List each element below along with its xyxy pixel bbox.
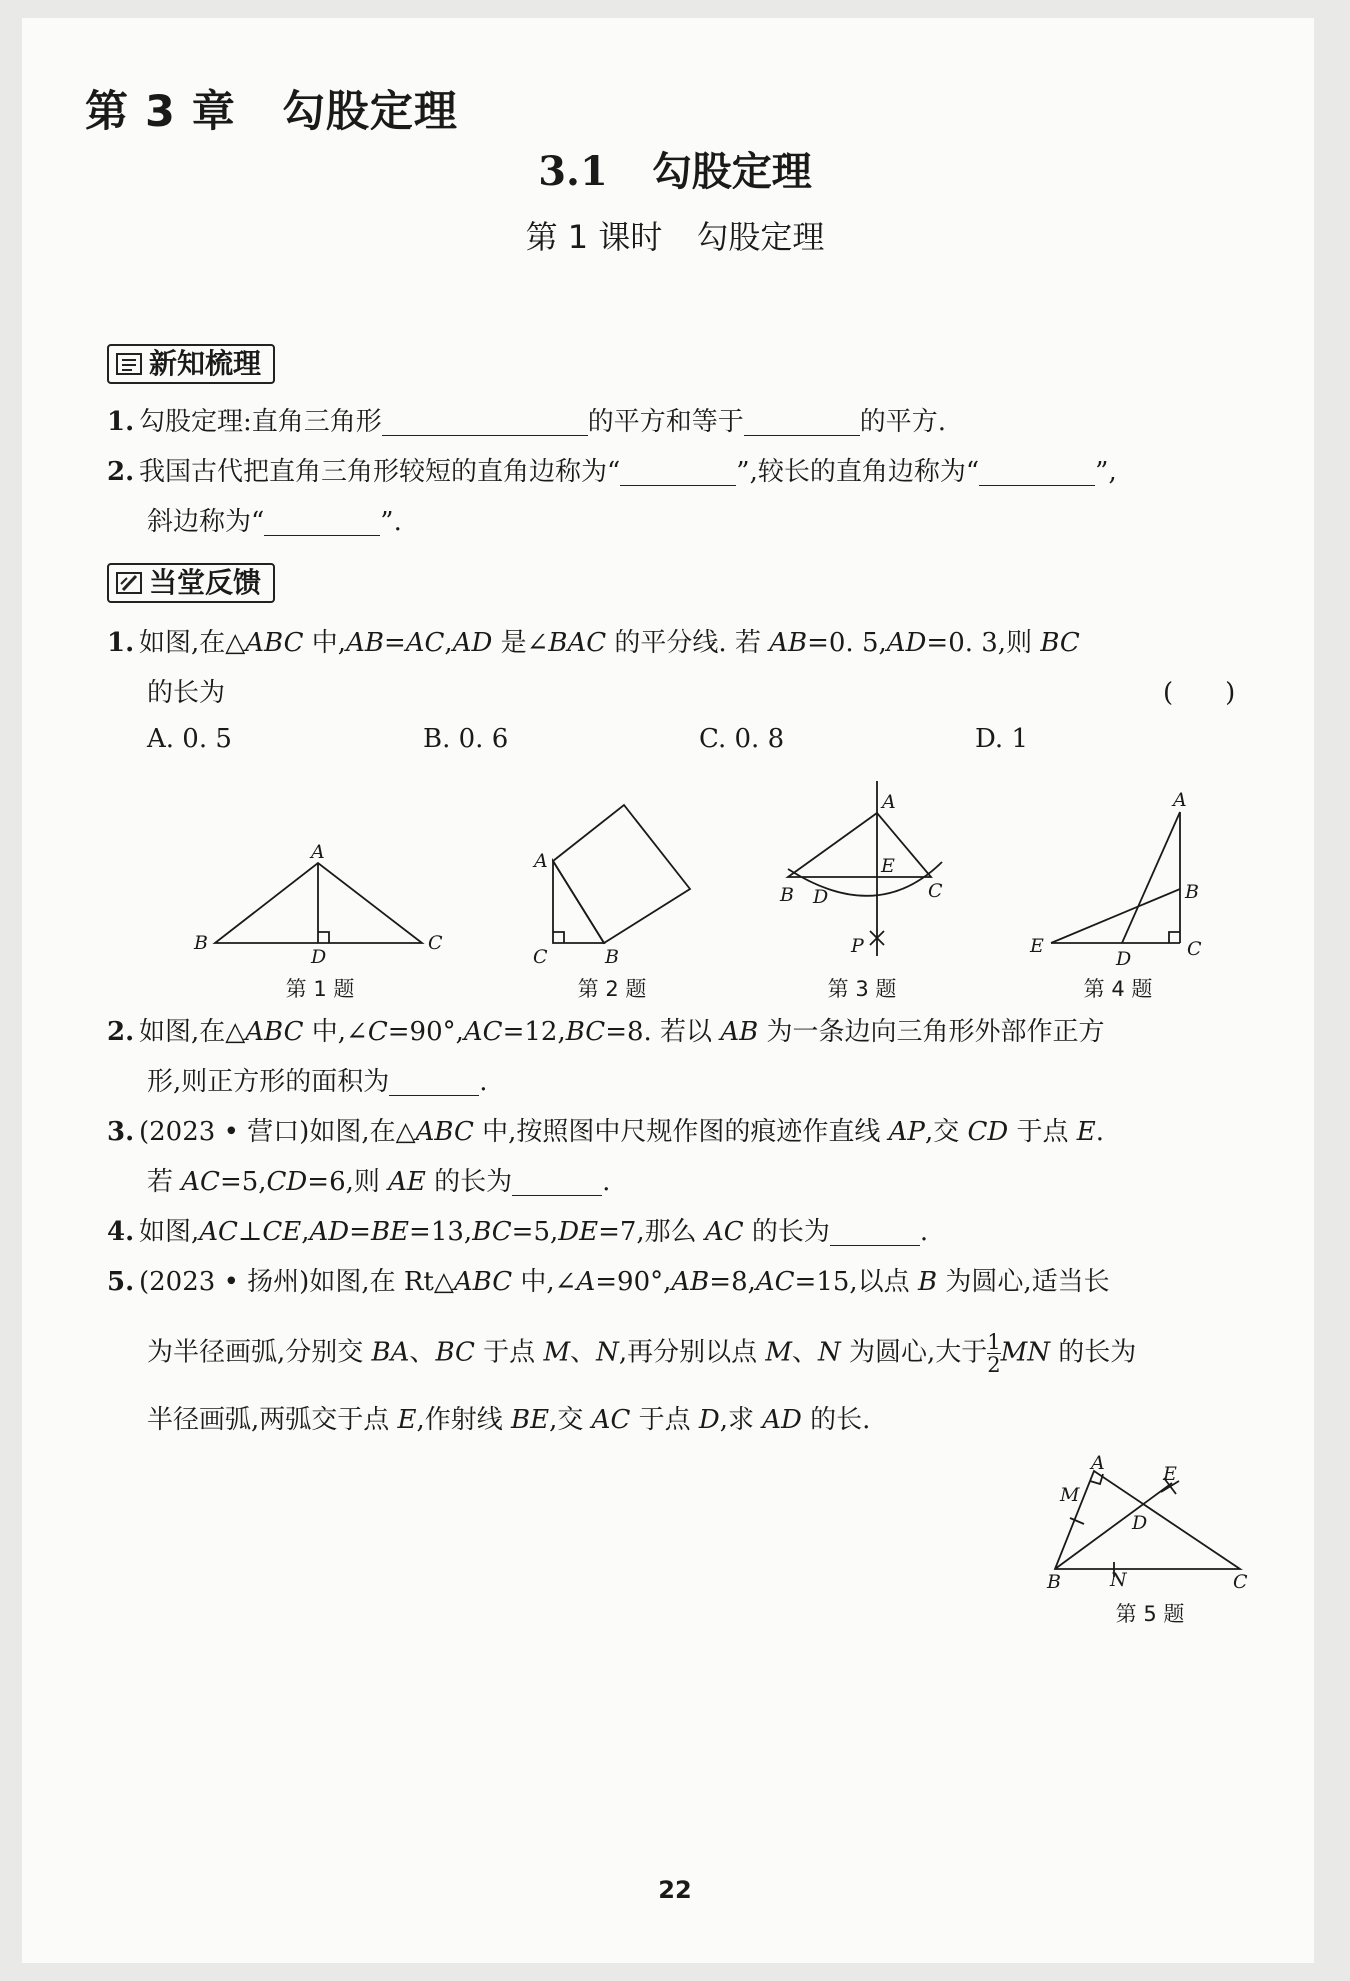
question-text: = [349, 1217, 371, 1247]
figure-4-triangles [1051, 812, 1180, 943]
answer-blank[interactable] [512, 1165, 602, 1196]
question-text: . [602, 1167, 611, 1197]
figure-3-construction [788, 781, 942, 956]
fig5-label-d: D [1132, 1512, 1148, 1534]
option-b[interactable]: B. 0. 6 [423, 724, 509, 754]
fig4-label-a: A [1173, 789, 1187, 811]
caption-figure-4: 第 4 题 [1083, 977, 1153, 1001]
math-symbol: AC [463, 1017, 503, 1047]
fig3-label-d: D [813, 886, 829, 908]
math-symbol: ABC [245, 628, 304, 658]
section-title: 勾股定理 [651, 148, 812, 195]
option-d[interactable]: D. 1 [975, 724, 1028, 754]
question-text: =7,那么 [598, 1217, 705, 1247]
question-text: 如图,在△ [139, 628, 246, 658]
item-text: ”, [1095, 457, 1117, 487]
question-text: 、 [792, 1337, 819, 1368]
question-text: . [1095, 1117, 1104, 1147]
fig2-label-c: C [533, 946, 548, 968]
math-symbol: AC [704, 1217, 744, 1247]
question-3 [107, 1112, 1104, 1152]
question-text: 的长为 [1050, 1337, 1137, 1368]
fig4-label-c: C [1187, 938, 1202, 960]
question-text: 于点 [630, 1405, 699, 1435]
item-number: 1. [107, 407, 135, 437]
question-text: 为一条边向三角形外部作正方 [758, 1017, 1105, 1047]
math-symbol: E [397, 1405, 417, 1435]
fraction-one-half [987, 1331, 1000, 1376]
question-1-cont: 的长为 [147, 678, 226, 708]
math-symbol: AC [199, 1217, 238, 1247]
caption-figure-1: 第 1 题 [285, 977, 355, 1001]
question-text: 、 [409, 1337, 436, 1368]
math-symbol: CD [967, 1117, 1009, 1147]
question-text: 中,∠ [303, 1017, 368, 1047]
item-text: 我国古代把直角三角形较短的直角边称为“ [139, 457, 621, 487]
math-symbol: AD [886, 628, 927, 658]
math-symbol: AE [388, 1167, 426, 1197]
fig5-label-b: B [1047, 1571, 1061, 1593]
fraction-denominator: 2 [987, 1353, 1001, 1377]
fig4-label-b: B [1185, 881, 1199, 903]
option-c[interactable]: C. 0. 8 [699, 724, 785, 754]
math-symbol: BE [511, 1405, 550, 1435]
question-text: , [301, 1217, 310, 1247]
math-symbol: AB [769, 628, 808, 658]
question-text: =6,则 [307, 1167, 389, 1197]
math-symbol: BAC [548, 628, 607, 658]
question-text: =13, [409, 1217, 473, 1247]
answer-blank[interactable] [830, 1215, 920, 1246]
question-number: 5. [107, 1267, 135, 1297]
math-symbol: CE [262, 1217, 302, 1247]
question-text: 于点 [1008, 1117, 1077, 1147]
math-symbol: ABC [245, 1017, 304, 1047]
question-text: ,交 [549, 1405, 592, 1435]
math-symbol: AC [755, 1267, 795, 1297]
question-number: 3. [107, 1117, 135, 1147]
fig3-label-a: A [882, 791, 896, 813]
caption-figure-2: 第 2 题 [577, 977, 647, 1001]
item-text: 的平方. [859, 407, 947, 437]
item-text: 斜边称为“ [147, 507, 265, 537]
math-symbol: D [698, 1405, 720, 1435]
fig1-label-d: D [311, 946, 327, 968]
math-symbol: B [917, 1267, 938, 1297]
fig2-label-b: B [605, 946, 619, 968]
fig5-label-a: A [1091, 1452, 1105, 1474]
fig3-label-e: E [881, 855, 895, 877]
option-a[interactable]: A. 0. 5 [147, 724, 232, 754]
math-symbol: AD [452, 628, 493, 658]
math-symbol: AP [888, 1117, 925, 1147]
math-symbol: AC [591, 1405, 631, 1435]
fig1-label-b: B [194, 932, 208, 954]
question-text: 半径画弧,两弧交于点 [147, 1405, 398, 1435]
fig4-label-d: D [1116, 948, 1132, 970]
question-3-cont [147, 1162, 610, 1202]
question-text: =8. 若以 [605, 1017, 721, 1047]
fig5-label-m: M [1060, 1484, 1080, 1506]
figure-1-triangle [215, 863, 422, 943]
question-text: 中, [303, 628, 347, 658]
question-text: 若 [147, 1167, 182, 1197]
item-text: 的平方和等于 [587, 407, 744, 437]
math-symbol: DE [558, 1217, 599, 1247]
question-text: ,作射线 [416, 1405, 512, 1435]
math-symbol: AC [181, 1167, 220, 1197]
question-text: ,求 [719, 1405, 763, 1435]
math-symbol: AD [762, 1405, 802, 1435]
question-text: , [444, 628, 453, 658]
math-symbol: BC [472, 1217, 512, 1247]
math-symbol: ABC [453, 1267, 513, 1297]
fig3-label-b: B [780, 884, 794, 906]
question-text: =90°, [387, 1017, 464, 1047]
new-knowledge-label: 新知梳理 [149, 347, 262, 380]
question-text: 形,则正方形的面积为 [147, 1067, 390, 1097]
math-symbol: BE [370, 1217, 410, 1247]
math-symbol: AB [671, 1267, 710, 1297]
feedback-label: 当堂反馈 [149, 566, 262, 599]
item-text: 勾股定理:直角三角形 [139, 407, 382, 437]
question-text: 的长. [801, 1405, 871, 1435]
question-text: =5, [219, 1167, 267, 1197]
math-symbol: MN [1000, 1337, 1051, 1368]
question-text: =15,以点 [794, 1267, 918, 1297]
math-symbol: ABC [415, 1117, 474, 1147]
answer-parentheses[interactable]: ( ) [1163, 678, 1236, 708]
question-text: 、 [570, 1337, 597, 1368]
question-text: 为圆心,适当长 [937, 1267, 1110, 1297]
fig2-label-a: A [534, 850, 548, 872]
chapter-title: 勾股定理 [281, 87, 458, 137]
fig1-label-c: C [428, 932, 443, 954]
question-text: ⊥ [237, 1217, 263, 1247]
math-symbol: E [1076, 1117, 1096, 1147]
question-2 [107, 1012, 1104, 1052]
question-text: =5, [511, 1217, 559, 1247]
item-text: ”. [380, 507, 402, 537]
item-number: 2. [107, 457, 135, 487]
fig3-label-p: P [851, 935, 864, 957]
math-symbol: BC [1040, 628, 1080, 658]
question-text: 为圆心,大于 [840, 1337, 988, 1368]
question-text: (2023 • 扬州)如图,在 Rt△ [139, 1267, 454, 1297]
math-symbol: BC [565, 1017, 606, 1047]
figure-2-square [553, 805, 690, 943]
question-text: ,再分别以点 [618, 1337, 766, 1368]
math-symbol: N [596, 1337, 619, 1368]
fig1-label-a: A [311, 841, 325, 863]
caption-figure-5: 第 5 题 [1115, 1602, 1185, 1626]
question-4 [107, 1212, 928, 1252]
question-number: 1. [107, 628, 135, 658]
fig5-label-e: E [1163, 1463, 1177, 1485]
question-number: 2. [107, 1017, 135, 1047]
question-text: 为半径画弧,分别交 [147, 1337, 372, 1368]
fraction-numerator: 1 [987, 1330, 1001, 1354]
caption-figure-3: 第 3 题 [827, 977, 897, 1001]
lesson-number: 第 1 课时 [525, 218, 663, 256]
question-text: ,交 [924, 1117, 968, 1147]
math-symbol: A [576, 1267, 596, 1297]
question-5-line-2 [147, 1331, 1136, 1376]
math-symbol: BC [435, 1337, 475, 1368]
lesson-title: 勾股定理 [696, 218, 825, 256]
question-5-line-3 [147, 1400, 870, 1440]
question-text: 的长为 [743, 1217, 830, 1247]
question-text: (2023 • 营口)如图,在△ [139, 1117, 416, 1147]
math-symbol: AB [346, 628, 384, 658]
math-symbol: M [765, 1337, 792, 1368]
math-symbol: M [543, 1337, 571, 1368]
question-text: 如图, [139, 1217, 200, 1247]
figure-5-construction [1055, 1471, 1240, 1577]
question-text: 中,按照图中尺规作图的痕迹作直线 [473, 1117, 889, 1147]
question-text: = [383, 628, 406, 658]
question-text: 的长为 [425, 1167, 513, 1197]
math-symbol: AC [405, 628, 445, 658]
fig4-label-e: E [1030, 935, 1044, 957]
question-text: 如图,在△ [139, 1017, 246, 1047]
math-symbol: AD [309, 1217, 350, 1247]
question-text: =12, [502, 1017, 566, 1047]
fig5-label-c: C [1233, 1571, 1248, 1593]
question-text: 中,∠ [512, 1267, 577, 1297]
question-text: 是∠ [492, 628, 549, 658]
question-text: =90°, [595, 1267, 672, 1297]
item-text: ”,较长的直角边称为“ [736, 457, 980, 487]
page-number: 22 [658, 1876, 692, 1904]
question-number: 4. [107, 1217, 135, 1247]
question-text: 于点 [474, 1337, 544, 1368]
question-text: 的平分线. 若 [606, 628, 770, 658]
math-symbol: BA [371, 1337, 410, 1368]
question-2-cont [147, 1062, 488, 1102]
section-number: 3.1 [538, 148, 608, 195]
question-text: =0. 5, [807, 628, 887, 658]
math-symbol: CD [266, 1167, 308, 1197]
fig3-label-c: C [928, 880, 943, 902]
question-5 [107, 1262, 1110, 1302]
fig5-label-n: N [1110, 1569, 1127, 1591]
math-symbol: N [818, 1337, 841, 1368]
question-text: =8, [709, 1267, 756, 1297]
chapter-number: 第 3 章 [85, 87, 236, 137]
question-text: . [479, 1067, 488, 1097]
math-symbol: AB [720, 1017, 759, 1047]
math-symbol: C [367, 1017, 388, 1047]
question-text: . [919, 1217, 929, 1247]
question-text: =0. 3,则 [926, 628, 1041, 658]
answer-blank[interactable] [389, 1065, 479, 1096]
